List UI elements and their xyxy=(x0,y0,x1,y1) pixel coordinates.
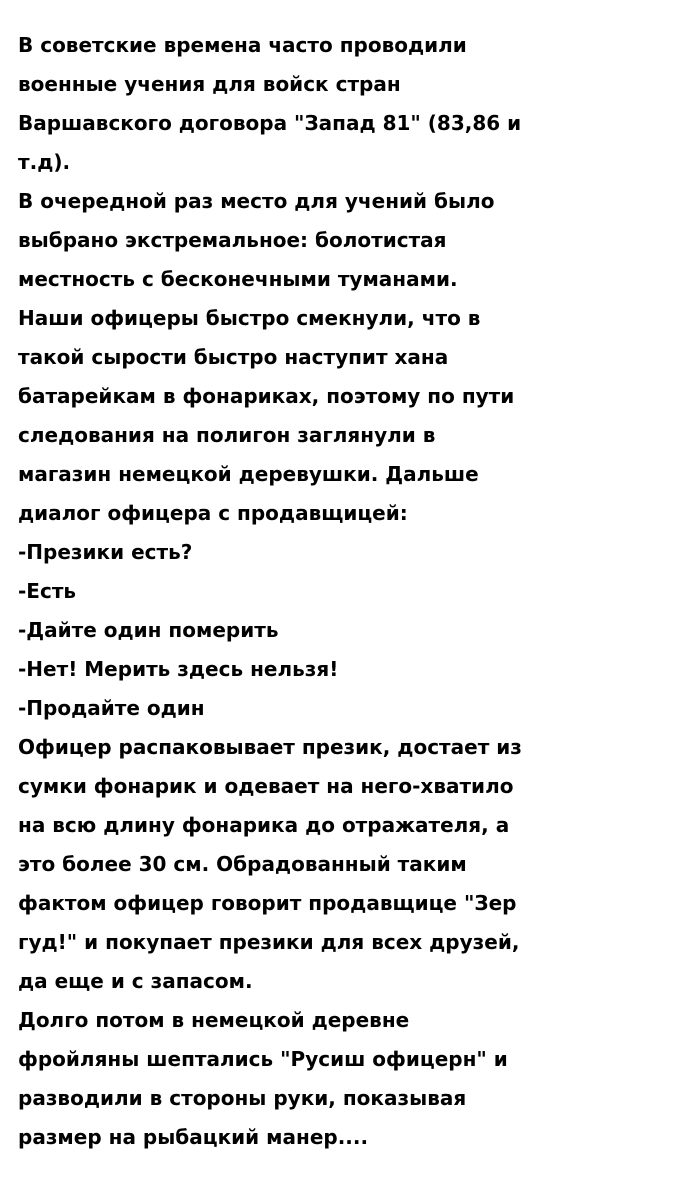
text-line: такой сырости быстро наступит хана xyxy=(18,345,449,369)
text-line: гуд!" и покупает презики для всех друзей, xyxy=(18,930,520,954)
text-line: В очередной раз место для учений было xyxy=(18,189,495,213)
dialogue-line: -Продайте один xyxy=(18,696,205,720)
text-line: диалог офицера с продавщицей: xyxy=(18,501,408,525)
text-line: В советские времена часто проводили xyxy=(18,33,467,57)
text-line: магазин немецкой деревушки. Дальше xyxy=(18,462,479,486)
text-line: это более 30 см. Обрадованный таким xyxy=(18,852,467,876)
text-line: сумки фонарик и одевает на него-хватило xyxy=(18,774,514,798)
text-line: Офицер распаковывает презик, достает из xyxy=(18,735,522,759)
text-line: фактом офицер говорит продавщице "Зер xyxy=(18,891,517,915)
text-line: фройляны шептались "Русиш офицерн" и xyxy=(18,1047,508,1071)
text-line: следования на полигон заглянули в xyxy=(18,423,436,447)
text-line: на всю длину фонарика до отражателя, а xyxy=(18,813,510,837)
dialogue-line: -Презики есть? xyxy=(18,540,193,564)
text-line: т.д). xyxy=(18,150,71,174)
text-line: Наши офицеры быстро смекнули, что в xyxy=(18,306,481,330)
text-line: Долго потом в немецкой деревне xyxy=(18,1008,410,1032)
text-line: да еще и с запасом. xyxy=(18,969,253,993)
text-line: разводили в стороны руки, показывая xyxy=(18,1086,467,1110)
text-line: военные учения для войск стран xyxy=(18,72,401,96)
text-line: Варшавского договора "Запад 81" (83,86 и xyxy=(18,111,522,135)
dialogue-line: -Есть xyxy=(18,579,77,603)
text-line: размер на рыбацкий манер.... xyxy=(18,1125,369,1149)
dialogue-line: -Дайте один померить xyxy=(18,618,279,642)
text-line: батарейкам в фонариках, поэтому по пути xyxy=(18,384,515,408)
text-line: выбрано экстремальное: болотистая xyxy=(18,228,447,252)
text-line: местность с бесконечными туманами. xyxy=(18,267,458,291)
dialogue-line: -Нет! Мерить здесь нельзя! xyxy=(18,657,339,681)
